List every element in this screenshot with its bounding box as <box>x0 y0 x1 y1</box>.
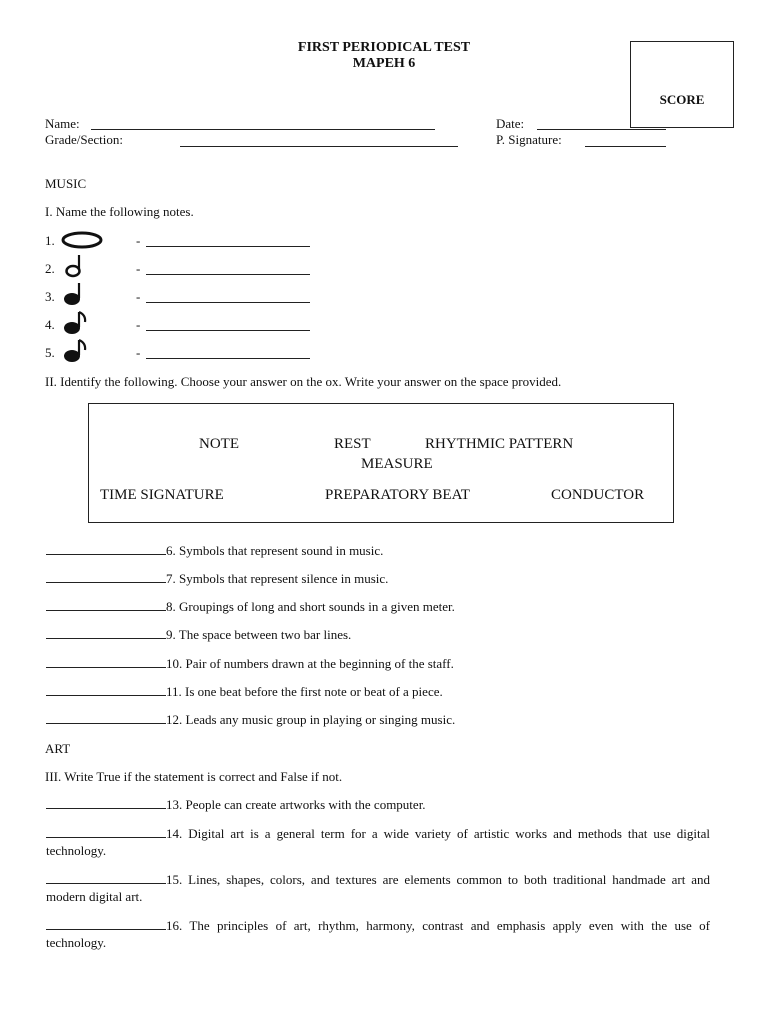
choice-measure: MEASURE <box>361 456 433 472</box>
question-item <box>46 797 426 813</box>
name-field[interactable] <box>91 129 435 130</box>
question-text: 8. Groupings of long and short sounds in a given meter. <box>166 599 455 614</box>
note-answer-field[interactable] <box>146 246 310 247</box>
answer-blank[interactable] <box>46 684 166 696</box>
question-item <box>46 656 454 672</box>
score-label: SCORE <box>659 92 705 107</box>
question-item <box>46 627 351 643</box>
choice-time-signature: TIME SIGNATURE <box>100 487 224 503</box>
question-text: 12. Leads any music group in playing or singing music. <box>166 712 456 727</box>
answer-blank[interactable] <box>46 872 166 884</box>
eighth-note-icon <box>62 308 90 336</box>
answer-blank[interactable] <box>46 627 166 639</box>
whole-note-icon <box>60 230 106 250</box>
question-item <box>46 571 388 587</box>
note-dash: - <box>136 261 141 276</box>
question-text: 13. People can create artworks with the computer. <box>166 797 426 812</box>
question-text: 16. The principles of art, rhythm, harmony, contrast and emphasis apply even with the use of technology. <box>46 918 710 950</box>
note-answer-field[interactable] <box>146 302 310 303</box>
note-number: 2. <box>45 261 55 276</box>
grade-section-field[interactable] <box>180 146 458 147</box>
answer-blank[interactable] <box>46 797 166 809</box>
answer-blank[interactable] <box>46 712 166 724</box>
note-answer-field[interactable] <box>146 358 310 359</box>
question-item <box>46 871 710 905</box>
question-text: 11. Is one beat before the first note or beat of a piece. <box>166 684 443 699</box>
note-number: 1. <box>45 233 55 248</box>
signature-field[interactable] <box>585 146 666 147</box>
part2-instruction: II. Identify the following. Choose your answer on the ox. Write your answer on the space provided. <box>45 374 562 389</box>
grade-section-label: Grade/Section: <box>45 132 123 147</box>
answer-blank[interactable] <box>46 599 166 611</box>
note-answer-field[interactable] <box>146 274 310 275</box>
choice-preparatory-beat: PREPARATORY BEAT <box>325 487 470 503</box>
question-item <box>46 825 710 859</box>
choice-rest: REST <box>334 436 371 452</box>
eighth-note-icon <box>62 336 90 364</box>
question-text: 7. Symbols that represent silence in music. <box>166 571 389 586</box>
question-item <box>46 712 455 728</box>
part3-instruction: III. Write True if the statement is correct and False if not. <box>45 769 343 784</box>
signature-label: P. Signature: <box>496 132 562 147</box>
question-item <box>46 599 455 615</box>
half-note-icon <box>64 252 88 278</box>
test-title: FIRST PERIODICAL TEST <box>297 40 471 55</box>
date-field[interactable] <box>537 129 666 130</box>
answer-blank[interactable] <box>46 918 166 930</box>
name-label: Name: <box>45 116 80 131</box>
test-subtitle: MAPEH 6 <box>352 56 416 71</box>
question-item <box>46 917 710 951</box>
note-dash: - <box>136 317 141 332</box>
quarter-note-icon <box>62 280 86 306</box>
score-box[interactable] <box>630 41 734 128</box>
choice-conductor: CONDUCTOR <box>551 487 645 503</box>
music-heading: MUSIC <box>45 176 87 191</box>
answer-blank[interactable] <box>46 543 166 555</box>
question-item <box>46 543 383 559</box>
part1-instruction: I. Name the following notes. <box>45 204 194 219</box>
answer-blank[interactable] <box>46 826 166 838</box>
question-text: 14. Digital art is a general term for a wide variety of artistic works and methods that use digital technology. <box>46 826 710 858</box>
note-dash: - <box>136 345 141 360</box>
question-item <box>46 684 443 700</box>
choice-note: NOTE <box>199 436 239 452</box>
note-number: 5. <box>45 345 55 360</box>
note-dash: - <box>136 289 141 304</box>
choice-rhythmic-pattern: RHYTHMIC PATTERN <box>425 436 574 452</box>
answer-blank[interactable] <box>46 656 166 668</box>
art-heading: ART <box>45 741 71 756</box>
question-text: 6. Symbols that represent sound in music. <box>166 543 384 558</box>
question-text: 9. The space between two bar lines. <box>166 627 352 642</box>
note-answer-field[interactable] <box>146 330 310 331</box>
note-number: 4. <box>45 317 55 332</box>
note-number: 3. <box>45 289 55 304</box>
question-text: 10. Pair of numbers drawn at the beginning of the staff. <box>166 656 454 671</box>
answer-blank[interactable] <box>46 571 166 583</box>
choices-box <box>88 403 674 523</box>
date-label: Date: <box>496 116 525 131</box>
note-dash: - <box>136 233 141 248</box>
question-text: 15. Lines, shapes, colors, and textures are elements common to both traditional handmade art and modern digital art. <box>46 872 710 904</box>
